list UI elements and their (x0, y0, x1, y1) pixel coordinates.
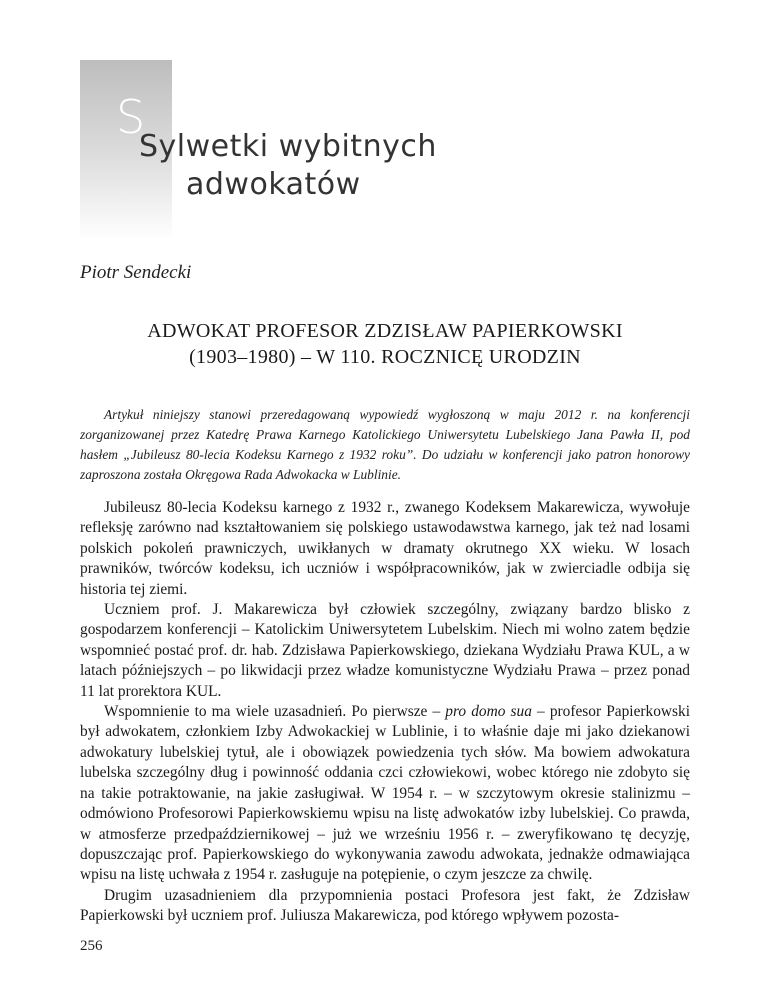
paragraph-3 (80, 702, 690, 886)
paragraph-3-start: Wspomnienie to ma wiele uzasadnień. Po pierwsze – (104, 703, 446, 721)
section-title (139, 128, 639, 204)
article-title (80, 318, 690, 370)
section-initial-letter: S (116, 90, 146, 144)
page-number: 256 (80, 938, 103, 954)
section-title-line2: adwokatów (186, 167, 361, 202)
paragraph-4: Drugim uzasadnieniem dla przypomnienia postaci Profesora jest fakt, że Zdzisław Papierkowski był uczniem prof. Juliusza Makarewicza, pod którego wpływem pozosta- (80, 886, 690, 925)
paragraph-3-rest: – profesor Papierkowski był adwokatem, członkiem Izby Adwokackiej w Lublinie, i to właśnie daje mi jako dziekanowi adwokatury lubelskiej tytuł, ale i obowiązek powiedzenia tych słów. Ma bowiem adwokatura lubelska szczególny dług i powinność oddania czci człowiekowi, wobec którego nie zdobyto się na takie potraktowanie, na jakie zasługiwał. W 1954 r. – w szczytowym okresie stalinizmu – odmówiono Profesorowi Papierkowskiemu wpisu na listę adwokatów izby lubelskiej. Co prawda, w atmosferze przedpaździernikowej – już we wrześniu 1956 r. – zweryfikowano tę decyzję, dopuszczając prof. Papierkowskiego do wykonywania zawodu adwokata, jednakże odmawiająca wpisu na listę uchwała z 1954 r. zasługuje na potępienie, o czym jeszcze za chwilę. (80, 703, 690, 884)
article-title-line2: (1903–1980) – W 110. ROCZNICĘ URODZIN (189, 346, 581, 368)
body-text (80, 498, 690, 927)
paragraph-1: Jubileusz 80-lecia Kodeksu karnego z 1932 r., zwanego Kodeksem Makarewicza, wywołuje refleksję zarówno nad kształtowaniem się polskiego ustawodawstwa karnego, jak też nad losami polskich pokoleń prawniczych, uwikłanych w dramaty okrutnego XX wieku. W losach prawników, twórców kodeksu, ich uczniów i współpracowników, jak w zwierciadle odbija się historia tej ziemi. (80, 499, 690, 598)
latin-phrase: pro domo sua (445, 703, 532, 721)
abstract: Artykuł niniejszy stanowi przeredagowaną wypowiedź wygłoszoną w maju 2012 r. na konferencji zorganizowanej przez Katedrę Prawa Karnego Katolickiego Uniwersytetu Lubelskiego Jana Pawła II, pod hasłem „Jubileusz 80-lecia Kodeksu Karnego z 1932 roku”. Do udziału w konferencji jako patron honorowy zaproszona została Okręgowa Rada Adwokacka w Lublinie. (80, 407, 690, 482)
section-title-line1: Sylwetki wybitnych (139, 129, 437, 164)
paragraph-2: Uczniem prof. J. Makarewicza był człowiek szczególny, związany bardzo blisko z gospodarzem konferencji – Katolickim Uniwersytetem Lubelskim. Niech mi wolno zatem będzie wspomnieć postać prof. dr. hab. Zdzisława Papierkowskiego, dziekana Wydziału Prawa KUL, a w latach późniejszych – po likwidacji przez władze komunistyczne Wydziału Prawa – przez ponad 11 lat prorektora KUL. (80, 601, 690, 700)
article-title-line1: ADWOKAT PROFESOR ZDZISŁAW PAPIERKOWSKI (147, 320, 623, 342)
author-name: Piotr Sendecki (80, 262, 192, 283)
